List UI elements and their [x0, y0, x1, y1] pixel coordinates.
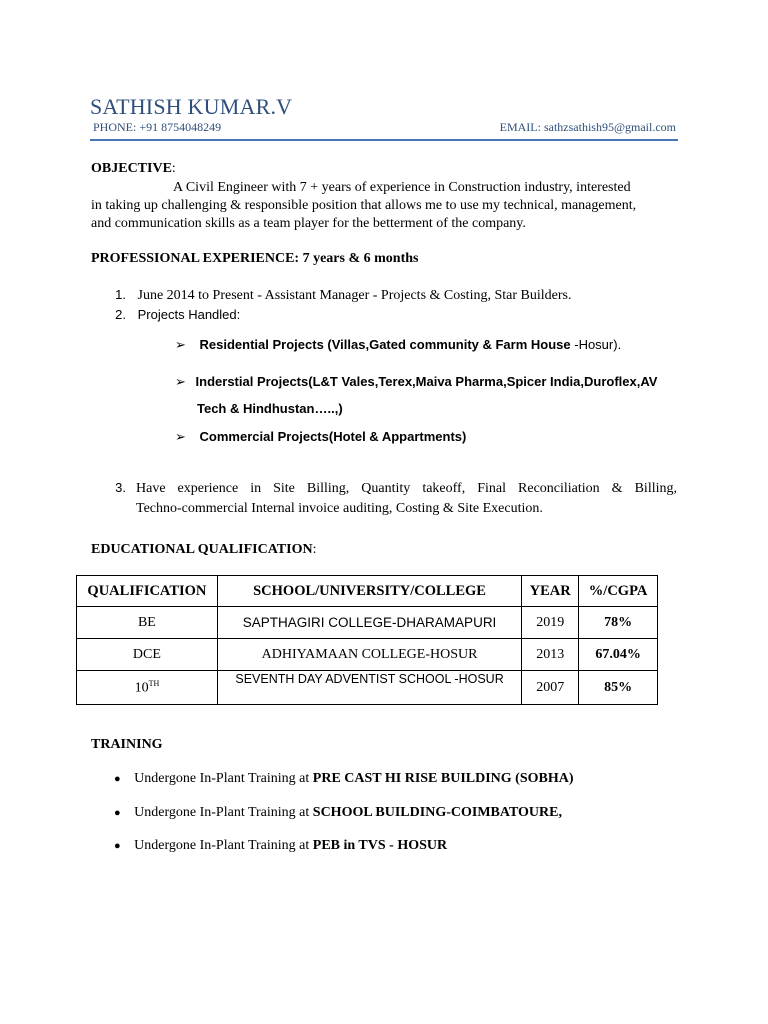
arrow-bullet-icon: ➢ — [175, 374, 186, 389]
experience-item-3-line-1: Have experience in Site Billing, Quantity takeoff, Final Reconciliation & Billing, — [136, 481, 677, 496]
objective-colon: : — [171, 161, 176, 176]
project-industrial-line-1: Inderstial Projects(L&T Vales,Terex,Maiva Pharma,Spicer India,Duroflex,AV — [195, 374, 658, 389]
column-header: SCHOOL/UNIVERSITY/COLLEGE — [217, 576, 521, 607]
bullet-icon: ● — [114, 807, 121, 819]
training-item — [114, 770, 574, 788]
education-heading: EDUCATIONAL QUALIFICATION — [91, 542, 313, 557]
table-row — [77, 671, 658, 705]
experience-item-2-text: Projects Handled: — [137, 307, 241, 322]
education-heading-line — [91, 542, 316, 558]
training-item-prefix: Undergone In-Plant Training at — [134, 771, 313, 786]
bullet-icon: ● — [114, 840, 121, 852]
qualification-cell — [77, 671, 218, 705]
year-cell: 2007 — [522, 671, 579, 705]
objective-line-2: in taking up challenging & responsible position that allows me to use my technical, management, — [91, 198, 637, 213]
experience-item-2 — [98, 307, 240, 322]
column-header: YEAR — [522, 576, 579, 607]
score-cell: 78% — [579, 607, 658, 639]
objective-heading-line — [91, 161, 176, 177]
experience-item-1 — [98, 286, 571, 305]
training-item — [114, 837, 447, 855]
training-item — [114, 804, 562, 822]
email-text: EMAIL: sathzsathish95@gmail.com — [499, 120, 676, 134]
project-residential-main: Residential Projects (Villas,Gated community & Farm House — [199, 337, 575, 352]
list-number: 2. — [115, 307, 126, 322]
project-commercial — [175, 429, 466, 445]
arrow-bullet-icon: ➢ — [175, 337, 186, 352]
experience-item-1-text: June 2014 to Present - Assistant Manager - Projects & Costing, Star Builders. — [137, 288, 572, 303]
training-item-highlight: PRE CAST HI RISE BUILDING (SOBHA) — [312, 771, 574, 786]
training-heading: TRAINING — [91, 737, 163, 752]
objective-line-3: and communication skills as a team player for the betterment of the company. — [91, 216, 526, 231]
objective-line-1: A Civil Engineer with 7 + years of experience in Construction industry, interested — [173, 180, 631, 195]
score-cell: 67.04% — [579, 639, 658, 671]
list-number-3 — [98, 480, 126, 495]
school-cell: SAPTHAGIRI COLLEGE-DHARAMAPURI — [217, 607, 521, 639]
experience-item-3-line-2: Techno-commercial Internal invoice auditing, Costing & Site Execution. — [136, 501, 543, 516]
training-item-prefix: Undergone In-Plant Training at — [134, 805, 313, 820]
list-number: 3. — [115, 480, 126, 495]
school-cell: SEVENTH DAY ADVENTIST SCHOOL -HOSUR — [217, 671, 521, 705]
phone-text: PHONE: +91 8754048249 — [93, 120, 222, 134]
list-number: 1. — [115, 287, 126, 302]
objective-heading: OBJECTIVE — [91, 161, 172, 176]
resume-name: SATHISH KUMAR.V — [90, 94, 293, 119]
bullet-icon: ● — [114, 773, 121, 785]
table-header-row — [77, 576, 658, 607]
school-cell: ADHIYAMAAN COLLEGE-HOSUR — [217, 639, 521, 671]
qualification-cell: DCE — [77, 639, 218, 671]
project-residential — [175, 337, 621, 353]
column-header: %/CGPA — [579, 576, 658, 607]
project-residential-location: -Hosur). — [574, 337, 622, 352]
qualification-text: 10 — [134, 680, 149, 696]
qualification-cell: BE — [77, 607, 218, 639]
education-colon: : — [312, 542, 317, 557]
education-table — [76, 575, 658, 705]
project-industrial-line-2: Tech & Hindhustan…..,) — [197, 401, 343, 416]
qualification-superscript: TH — [148, 678, 160, 688]
project-industrial — [175, 374, 657, 390]
training-item-prefix: Undergone In-Plant Training at — [134, 838, 313, 853]
table-row — [77, 639, 658, 671]
year-cell: 2019 — [522, 607, 579, 639]
score-cell: 85% — [579, 671, 658, 705]
training-item-highlight: PEB in TVS - HOSUR — [312, 838, 448, 853]
experience-heading: PROFESSIONAL EXPERIENCE: 7 years & 6 months — [91, 251, 419, 266]
table-row — [77, 607, 658, 639]
project-commercial-text: Commercial Projects(Hotel & Appartments) — [199, 429, 467, 444]
column-header: QUALIFICATION — [77, 576, 218, 607]
year-cell: 2013 — [522, 639, 579, 671]
header-divider — [90, 139, 678, 141]
training-item-highlight: SCHOOL BUILDING-COIMBATOURE, — [312, 805, 562, 820]
arrow-bullet-icon: ➢ — [175, 429, 186, 444]
